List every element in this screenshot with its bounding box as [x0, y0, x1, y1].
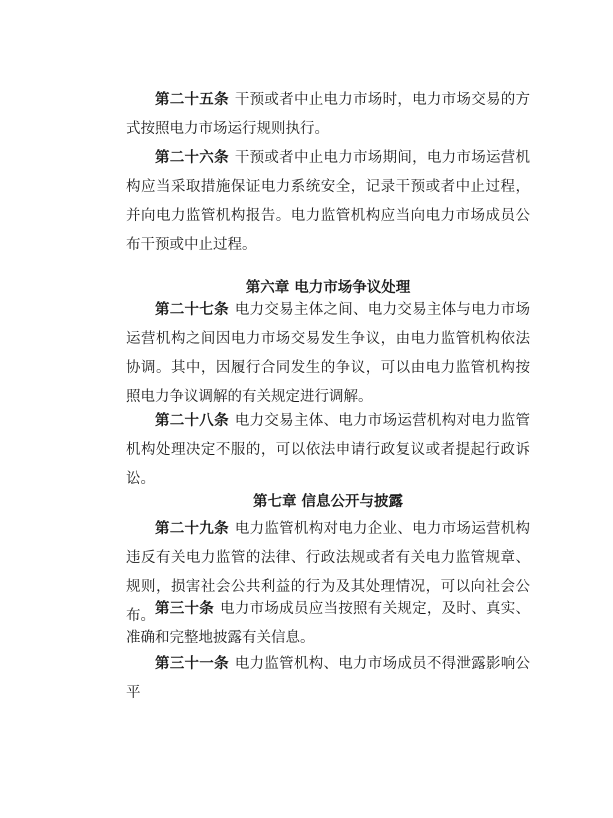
article-number: 第三十条 [155, 601, 215, 617]
article-number: 第二十八条 [155, 413, 229, 429]
chapter-6-heading: 第六章 电力市场争议处理 [245, 280, 411, 296]
article-text: 电力交易主体、电力市场运营机构对电力监管机构处理决定不服的，可以依法申请行政复议或者提起行政诉讼。 [126, 413, 531, 487]
article-text: 电力监管机构、电力市场成员不得泄露影响公平 [126, 656, 531, 701]
article-number: 第二十六条 [155, 150, 229, 166]
article-text: 干预或者中止电力市场期间，电力市场运营机构应当采取措施保证电力系统安全，记录干预或者中止过程，并向电力监管机构报告。电力监管机构应当向电力市场成员公布干预或中止过程。 [126, 150, 531, 253]
article-31 [126, 650, 530, 708]
article-27 [126, 296, 530, 412]
article-text: 电力监管机构对电力企业、电力市场运营机构违反有关电力监管的法律、行政法规或者有关电力监管规章、规则，损害社会公共利益的行为及其处理情况，可以向社会公布。 [126, 521, 531, 624]
article-28 [126, 407, 530, 494]
article-text: 电力交易主体之间、电力交易主体与电力市场运营机构之间因电力市场交易发生争议，由电力监管机构依法协调。其中，因履行合同发生的争议，可以由电力监管机构按照电力争议调解的有关规定进行调解。 [126, 302, 531, 405]
article-text: 电力市场成员应当按照有关规定，及时、真实、准确和完整地披露有关信息。 [126, 601, 531, 646]
article-30 [126, 595, 530, 653]
article-number: 第二十九条 [155, 521, 229, 537]
article-25 [126, 86, 530, 144]
article-text: 干预或者中止电力市场时，电力市场交易的方式按照电力市场运行规则执行。 [126, 92, 531, 137]
article-number: 第三十一条 [155, 656, 229, 672]
article-number: 第二十七条 [155, 302, 229, 318]
article-26 [126, 144, 530, 260]
chapter-7-heading: 第七章 信息公开与披露 [252, 494, 404, 510]
article-number: 第二十五条 [155, 92, 229, 108]
